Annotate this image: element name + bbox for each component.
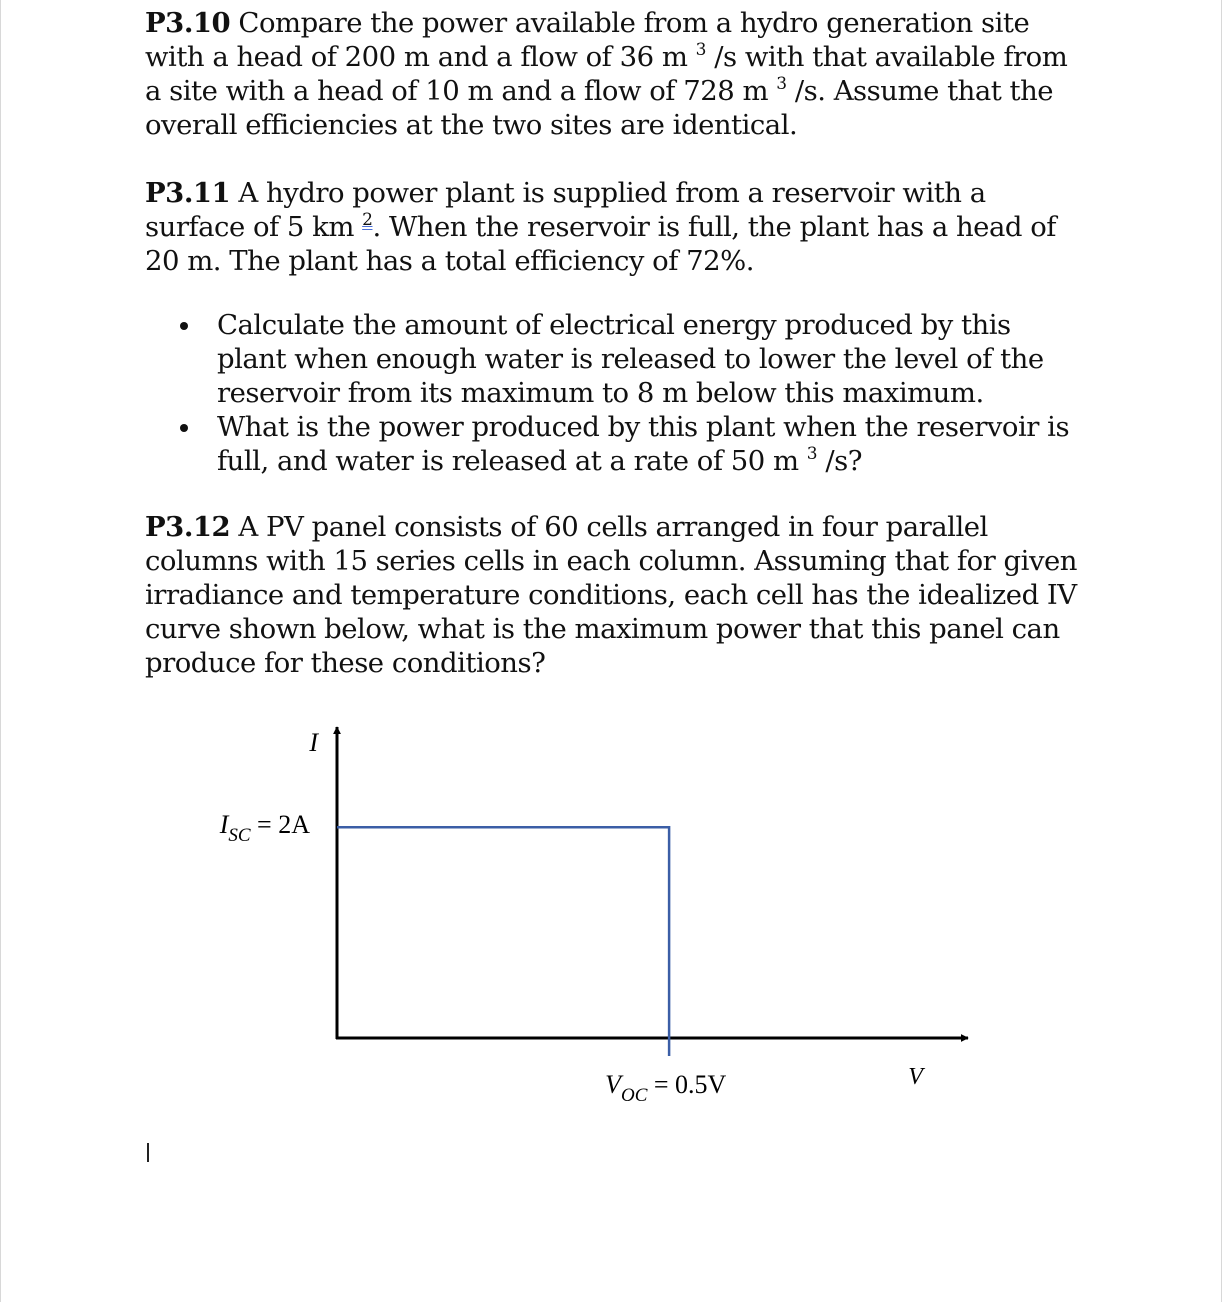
problem-text: . When the reservoir is full, the plant has a head of 20 m. The plant has a total efficiency of 72%. bbox=[145, 211, 1056, 277]
problem-text: /s. Assume that the overall efficiencies at the two sites are identical. bbox=[145, 75, 1054, 141]
voc-label-sub: OC bbox=[620, 1085, 648, 1106]
superscript: 3 bbox=[776, 74, 787, 94]
problem-text: /s with that available from a site with a head of 10 m and a flow of 728 m bbox=[145, 41, 1068, 107]
bullet-text: /s? bbox=[817, 445, 862, 477]
text-cursor bbox=[147, 1143, 149, 1162]
x-axis-label: V bbox=[908, 1064, 923, 1090]
bullet-text: Calculate the amount of electrical energy produced by this plant when enough water is released to lower the level of the reservoir from its maximum to 8 m below this maximum. bbox=[217, 309, 1044, 409]
superscript: 2 bbox=[362, 210, 373, 230]
isc-label-main: I bbox=[219, 810, 229, 840]
problem-id: P3.11 bbox=[145, 177, 231, 209]
problem-id: P3.12 bbox=[145, 511, 231, 543]
superscript: 3 bbox=[695, 40, 706, 60]
isc-label-sub: SC bbox=[228, 825, 251, 847]
superscript: 3 bbox=[806, 444, 818, 464]
problem-text: A hydro power plant is supplied from a reservoir with a surface of 5 km bbox=[145, 177, 986, 243]
iv-curve-line bbox=[337, 827, 669, 1056]
voc-label-value: = 0.5V bbox=[647, 1070, 727, 1099]
voc-label bbox=[605, 1070, 726, 1106]
problem-text: A PV panel consists of 60 cells arranged in four parallel columns with 15 series cells in each column. Assuming that for given irradiance and temperature conditions, each cell has the idealized IV curve shown below, what is the maximum power that this panel can produce for these conditions? bbox=[145, 511, 1077, 679]
isc-label bbox=[219, 810, 311, 846]
problem-text: Compare the power available from a hydro generation site with a head of 200 m and a flow of 36 m bbox=[145, 7, 1030, 73]
voc-label-main: V bbox=[605, 1070, 621, 1099]
y-axis-label: I bbox=[309, 728, 318, 757]
bullet-text: What is the power produced by this plant when the reservoir is full, and water is released at a rate of 50 m bbox=[217, 411, 1070, 477]
problem-id: P3.10 bbox=[145, 7, 231, 39]
isc-label-value: = 2A bbox=[250, 810, 310, 840]
